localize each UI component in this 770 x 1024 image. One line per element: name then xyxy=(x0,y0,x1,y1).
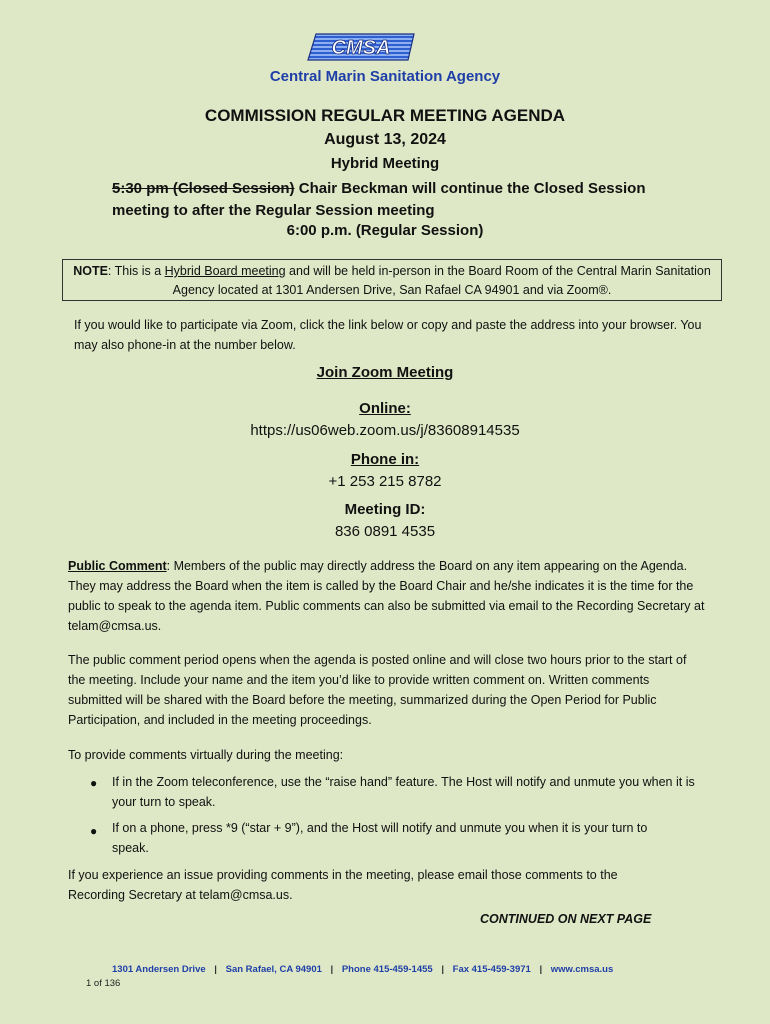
footer-website-link[interactable]: www.cmsa.us xyxy=(550,964,614,975)
svg-text:CMSA: CMSA xyxy=(331,37,391,59)
page-number: 1 of 136 xyxy=(86,978,121,989)
footer-sep-3: | xyxy=(441,964,444,975)
closed-session-notice xyxy=(112,178,672,222)
meeting-date: August 13, 2024 xyxy=(324,131,446,148)
bullet-dot-1: ● xyxy=(90,776,98,790)
bullet-dot-2: ● xyxy=(90,824,98,838)
closed-session-note: Chair Beckman will continue the Closed Session meeting to after the Regular Session meeting xyxy=(112,180,646,219)
note-post: and will be held in-person in the Board Room of the Central Marin Sanitation Agency located at 1301 Andersen Drive, San Rafael CA 94901 and via Zoom®. xyxy=(172,264,711,297)
issue-paragraph: If you experience an issue providing comments in the meeting, please email those comments to the Recording Secretary at telam@cmsa.us. xyxy=(68,868,618,902)
closed-session-time: 5:30 pm (Closed Session) xyxy=(112,180,295,197)
meeting-id: 836 0891 4535 xyxy=(334,523,436,540)
cmsa-logo xyxy=(304,32,418,62)
online-label: Online: xyxy=(359,400,411,417)
meeting-id-label: Meeting ID: xyxy=(344,501,426,518)
agency-name: Central Marin Sanitation Agency xyxy=(269,68,501,85)
phone-label: Phone in: xyxy=(350,451,420,468)
footer-sep-4: | xyxy=(539,964,543,975)
hybrid-note-box xyxy=(62,259,722,301)
comment-period-paragraph: The public comment period opens when the agenda is posted online and will close two hours prior to the start of the meeting. Include your name and the item you’d like to provide written comment on. Written comments submitted will be shared with the Board before the meeting, summarized during the Open Period for Public Participation, and included in the meeting proceedings. xyxy=(68,653,687,727)
footer-phone: Phone 415-459-1455 xyxy=(341,964,433,975)
zoom-url[interactable]: https://us06web.zoom.us/j/83608914535 xyxy=(250,422,520,439)
virtual-comments-intro: To provide comments virtually during the meeting: xyxy=(68,748,344,762)
zoom-intro: If you would like to participate via Zoom, click the link below or copy and paste the address into your browser. You may also phone-in at the number below. xyxy=(74,318,702,352)
join-zoom-link[interactable]: Join Zoom Meeting xyxy=(316,364,454,381)
footer-city: San Rafael, CA 94901 xyxy=(225,964,322,975)
footer-address: 1301 Andersen Drive xyxy=(112,964,206,975)
public-comment-label: Public Comment xyxy=(68,559,167,573)
footer-sep-1: | xyxy=(214,964,217,975)
footer-sep-2: | xyxy=(330,964,334,975)
phone-number: +1 253 215 8782 xyxy=(328,473,442,490)
note-label: NOTE xyxy=(73,264,108,278)
regular-session-time: 6:00 p.m. (Regular Session) xyxy=(286,222,484,239)
bullet-item-1: If in the Zoom teleconference, use the “raise hand” feature. The Host will notify and unmute you when it is your turn to speak. xyxy=(112,775,695,809)
hybrid-meeting-link[interactable]: Hybrid Board meeting xyxy=(164,264,286,278)
footer-fax: Fax 415-459-3971 xyxy=(452,964,531,975)
bullet-item-2: If on a phone, press *9 (“star + 9”), and the Host will notify and unmute you when it is your turn to speak. xyxy=(112,821,648,855)
note-pre: : This is a xyxy=(107,264,165,278)
public-comment-text: : Members of the public may directly address the Board on any item appearing on the Agenda. They may address the Board when the item is called by the Board Chair and he/she indicates it is the time for the public to speak to the agenda item. Public comments can also be submitted via email to the Recording Secretary at telam@cmsa.us. xyxy=(68,559,705,633)
footer-contact xyxy=(112,964,613,975)
meeting-type: Hybrid Meeting xyxy=(330,155,440,172)
agenda-title: COMMISSION REGULAR MEETING AGENDA xyxy=(204,106,566,125)
public-comment-paragraph xyxy=(68,556,708,636)
continued-notice: CONTINUED ON NEXT PAGE xyxy=(480,912,652,926)
